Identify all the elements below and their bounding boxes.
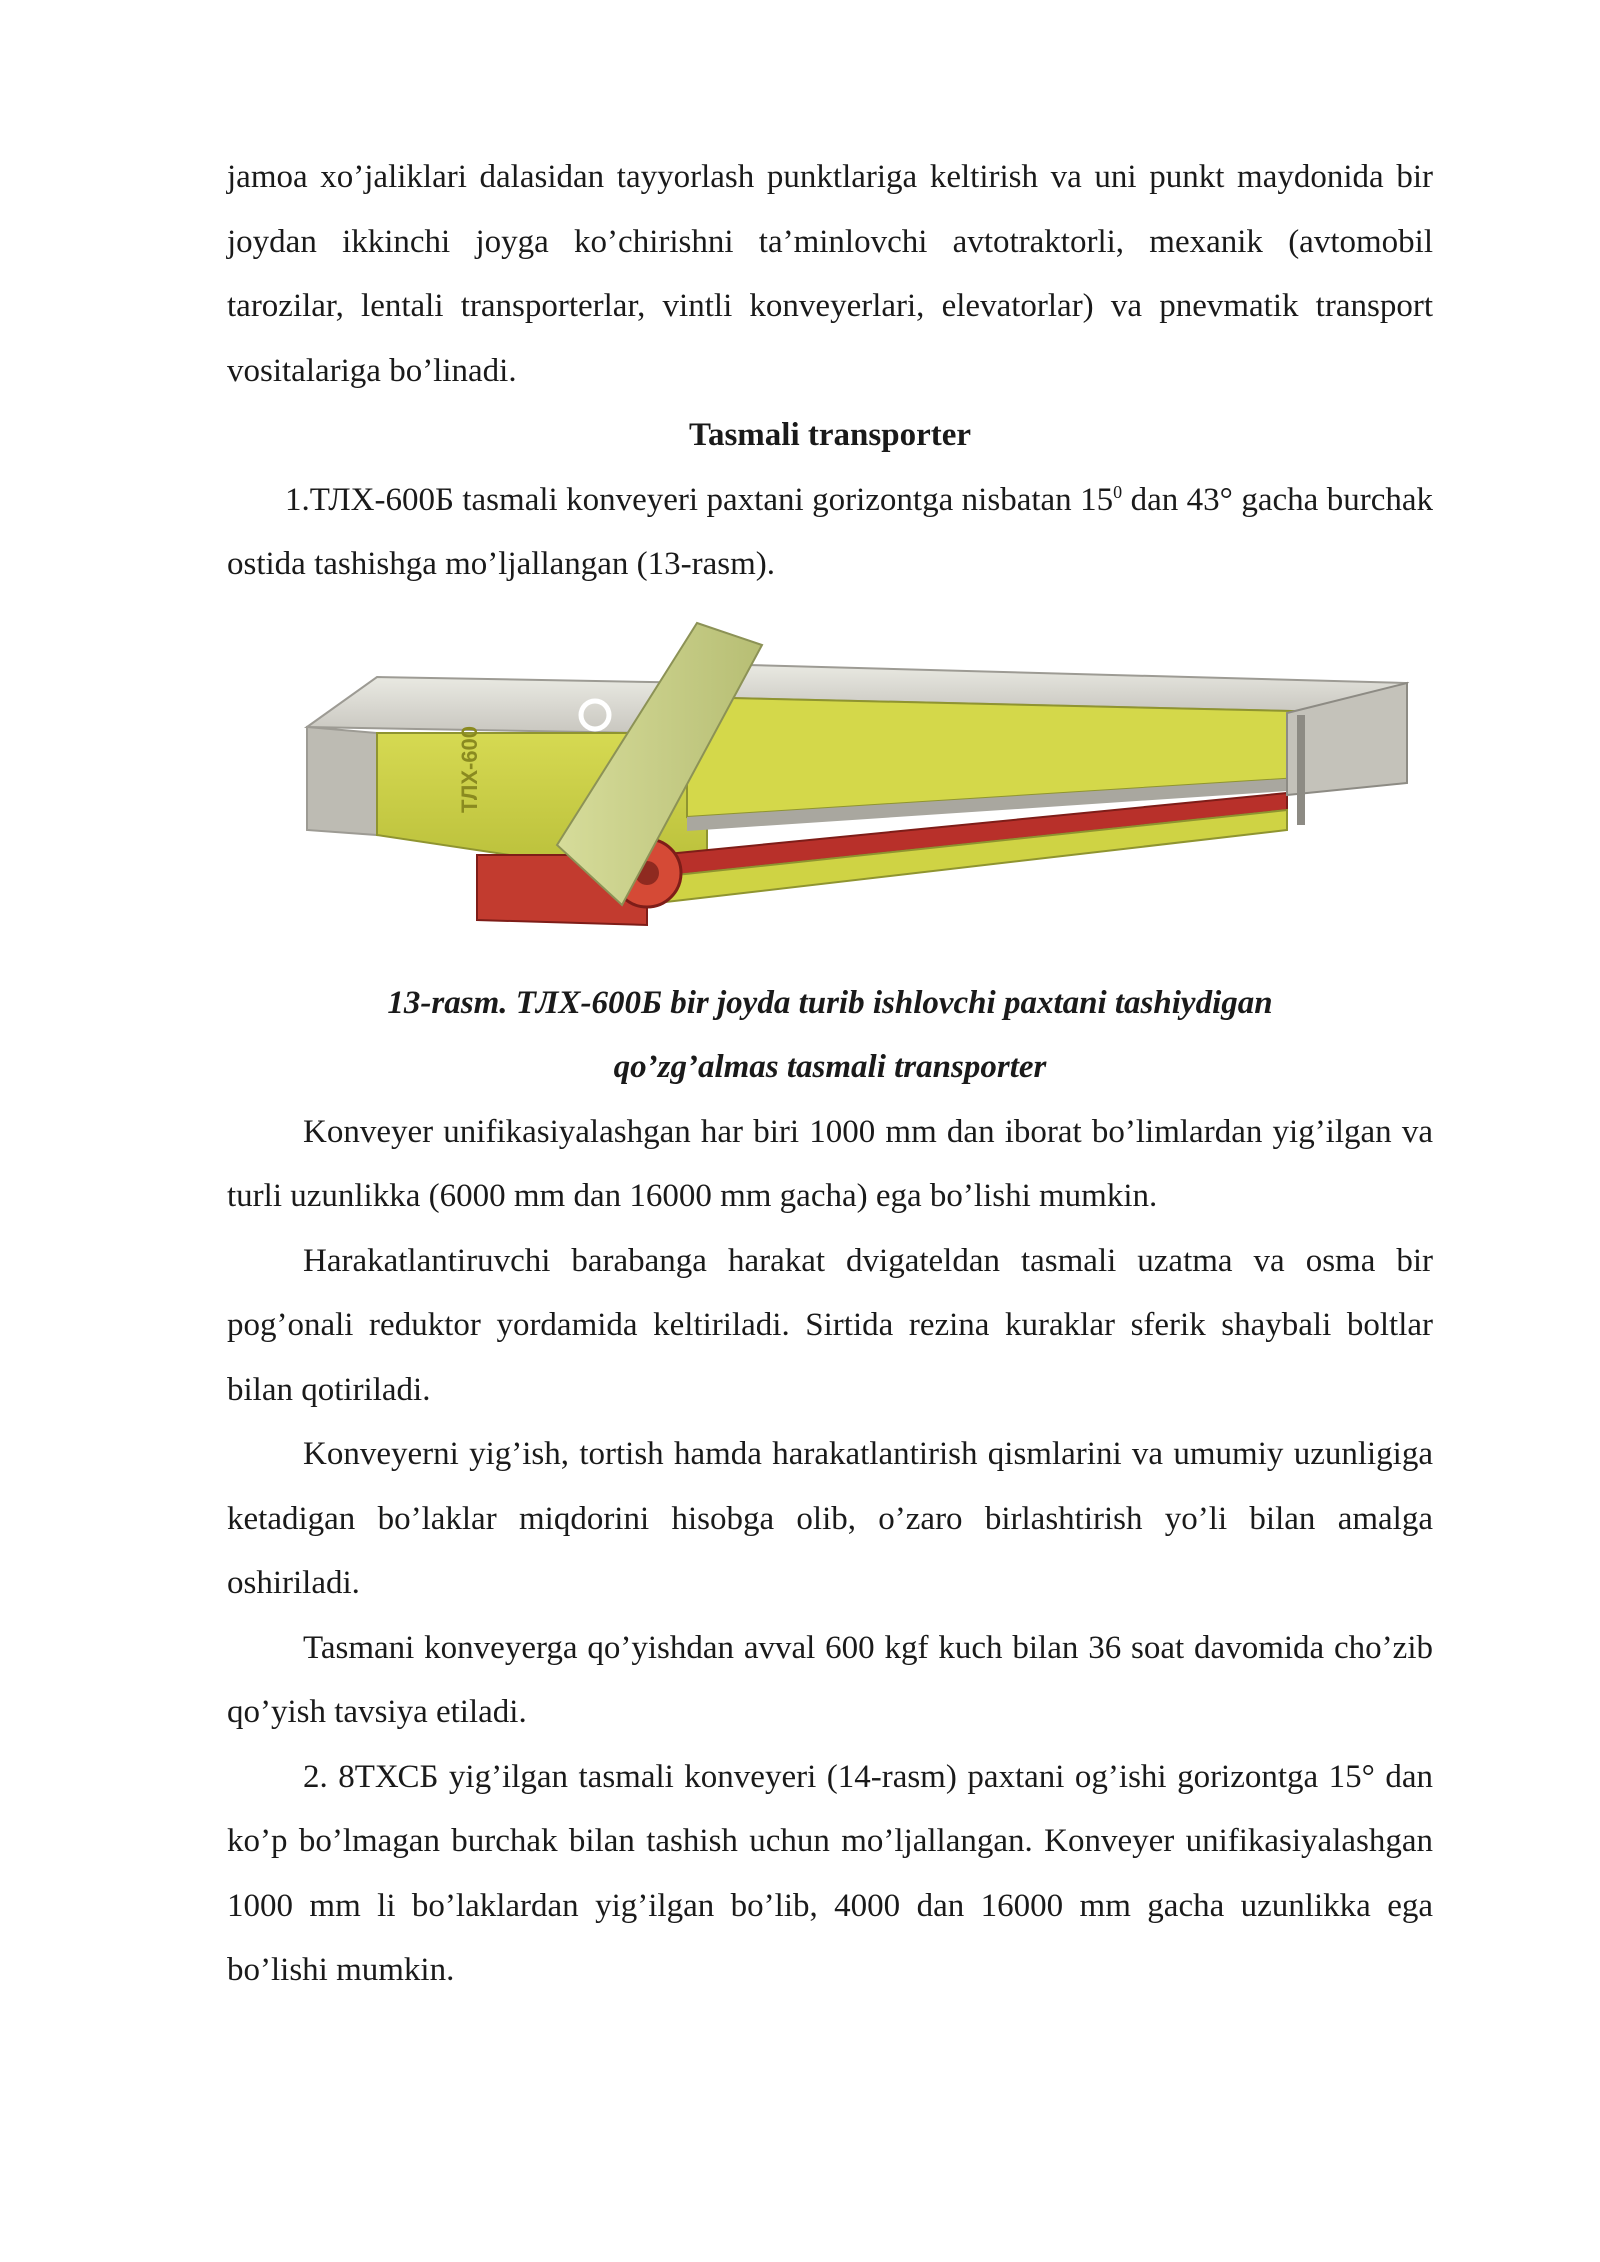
body-paragraph-1: Konveyer unifikasiyalashgan har biri 1000 mm dan iborat bo’limlardan yig’ilgan va turli uzunlikka (6000 mm dan 16000 mm gacha) ega bo’lishi mumkin.: [227, 1113, 1433, 1214]
section-heading: Tasmali transporter: [688, 417, 971, 453]
body-paragraph-4: Tasmani konveyerga qo’yishdan avval 600 kgf kuch bilan 36 soat davomida cho’zib qo’yish tavsiya etiladi.: [227, 1629, 1433, 1730]
item-1-text-a: 1.ТЛХ-600Б tasmali konveyeri paxtani gorizontga nisbatan 15: [285, 481, 1114, 518]
hopper-side-panel: [307, 727, 377, 835]
body-paragraph-3: Konveyerni yig’ish, tortish hamda harakatlantirish qismlarini va umumiy uzunligiga ketadigan bo’laklar miqdorini hisobga olib, o’zaro birlashtirish yo’li bilan amalga oshiriladi.: [227, 1436, 1433, 1601]
end-leg: [1297, 715, 1305, 825]
machine-label: ТЛХ-600: [457, 725, 482, 813]
body-paragraph-2: Harakatlantiruvchi barabanga harakat dvigateldan tasmali uzatma va osma bir pog’onali reduktor yordamida keltiriladi. Sirtida rezina kuraklar sferik shaybali boltlar bilan qotiriladi.: [227, 1242, 1433, 1408]
document-page: [227, 145, 1433, 2003]
figure-13-conveyor: [227, 605, 1433, 945]
figure-caption-line-2: qo’zg’almas tasmali transporter: [613, 1049, 1047, 1085]
item-1-text-b: dan 43° gacha burchak ostida tashishga mo’ljallangan (13-rasm).: [227, 481, 1433, 582]
item-1-paragraph: [227, 468, 1433, 597]
item-1-superscript: 0: [1113, 481, 1123, 502]
figure-caption-line-1: 13-rasm. ТЛХ-600Б bir joyda turib ishlovchi paxtani tashiydigan: [387, 984, 1273, 1021]
conveyor-illustration: [227, 605, 1433, 945]
body-paragraph-5: 2. 8ТХСБ yig’ilgan tasmali konveyeri (14-rasm) paxtani og’ishi gorizontga 15° dan ko’p bo’lmagan burchak bilan tashish uchun mo’ljallangan. Konveyer unifikasiyalashgan 1000 mm li bo’laklardan yig’ilgan bo’lib, 4000 dan 16000 mm gacha uzunlikka ega bo’lishi mumkin.: [227, 1758, 1433, 1988]
intro-paragraph: jamoa xo’jaliklari dalasidan tayyorlash punktlariga keltirish va uni punkt maydonida bir joydan ikkinchi joyga ko’chirishni ta’minlovchi avtotraktorli, mexanik (avtomobil tarozilar, lentali transporterlar, vintli konveyerlari, elevatorlar) va pnevmatik transport vositalariga bo’linadi.: [227, 159, 1433, 389]
